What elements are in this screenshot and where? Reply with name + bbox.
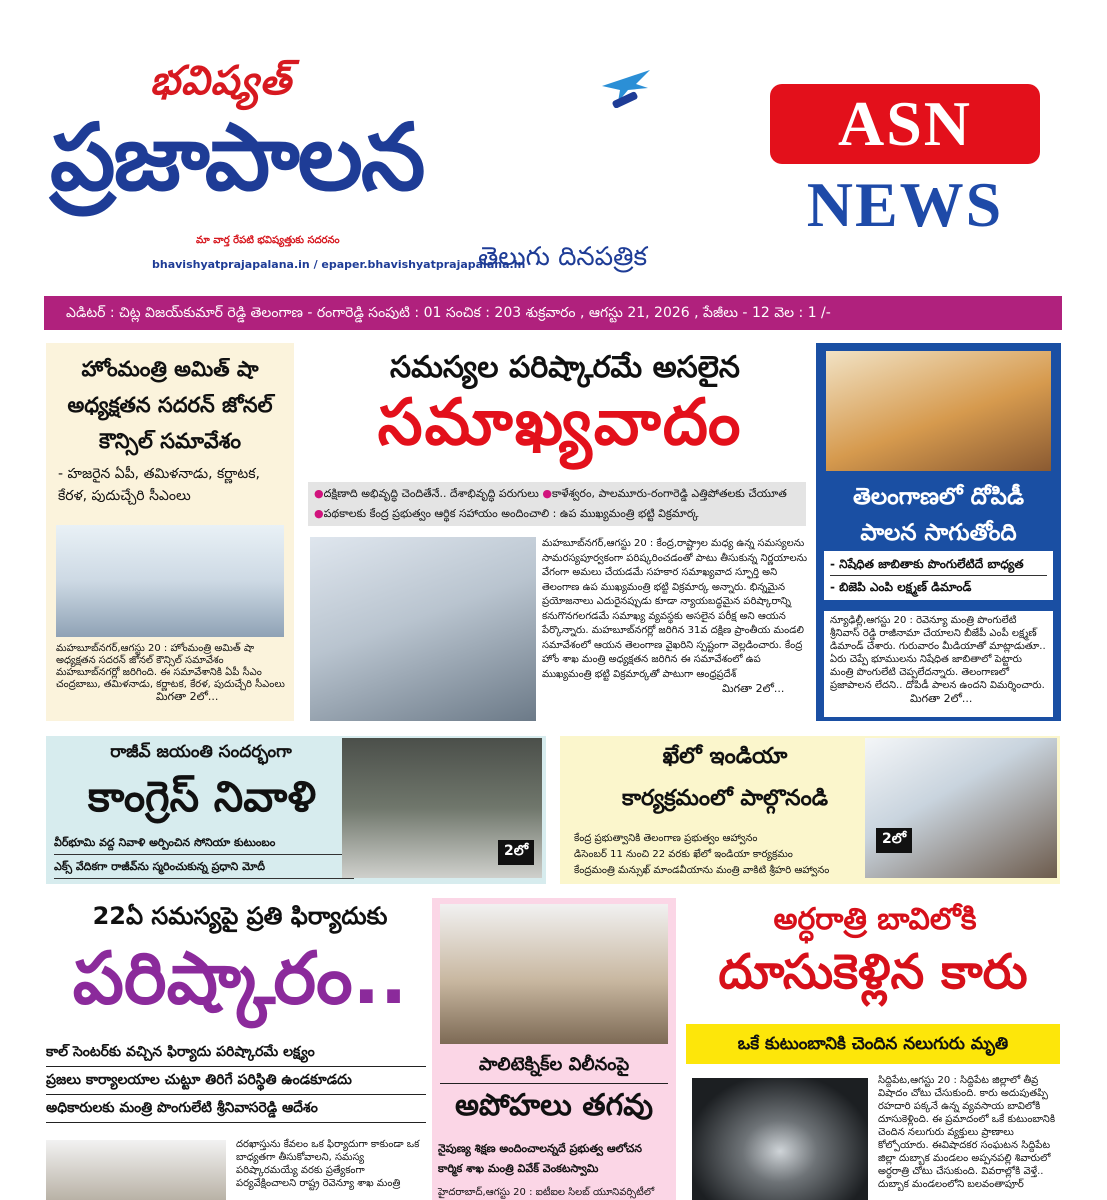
point-item: - నిషేధిత జాబితాకు పొంగులేటిదే బాధ్యత bbox=[830, 553, 1047, 576]
continued-link[interactable]: మిగతా 2లో... bbox=[722, 682, 785, 695]
lead-headline: సమాఖ్యవాదం bbox=[377, 386, 743, 460]
bullet-item: పథకాలకు కేంద్ర ప్రభుత్వం ఆర్థిక సహాయం అందించాలి : ఉప ముఖ్యమంత్రి భట్టి విక్రమార్క bbox=[323, 507, 699, 520]
car-in-well-photo bbox=[692, 1078, 868, 1200]
page-ref-badge[interactable]: 2లో bbox=[498, 840, 534, 865]
solution-line: అధికారులకు మంత్రి పొంగులేటి శ్రీనివాసరెడ్డి ఆదేశం bbox=[46, 1100, 426, 1123]
story-line: కేంద్రమంత్రి మన్సుఖ్ మాండవీయాను మంత్రి వాకిటి శ్రీహరి ఆహ్వానం bbox=[574, 865, 830, 876]
bird-logo-icon bbox=[598, 68, 654, 108]
masthead-daily-label: తెలుగు దినపత్రిక bbox=[478, 242, 648, 272]
story-kicker: రాజీవ్ జయంతి సందర్భంగా bbox=[110, 742, 292, 762]
minister-ponguleti-photo bbox=[46, 1140, 226, 1200]
story-line: ఎక్స్ వేదికగా రాజీవ్‌ను స్మరించుకున్న ప్రధాని మోదీ bbox=[54, 860, 354, 879]
solution-line: ప్రజలు కార్యాలయాల చుట్టూ తిరిగే పరిస్థితి ఉండకూడదు bbox=[46, 1072, 426, 1095]
story-headline: హోంమంత్రి అమిత్ షా అధ్యక్షతన సదరన్ జోనల్ కౌన్సిల్ సమావేశం bbox=[67, 357, 273, 453]
story-kicker: ఖేలో ఇండియా bbox=[662, 744, 788, 769]
asn-logo: ASN bbox=[770, 84, 1040, 164]
story-headline: కార్యక్రమంలో పాల్గొనండి bbox=[621, 786, 829, 811]
minister-vivek-photo bbox=[440, 904, 668, 1044]
bullet-item: కాళేశ్వరం, పాలమూరు-రంగారెడ్డి ఎత్తిపోతలకు చేయూత bbox=[551, 487, 787, 500]
masthead-tagline: మా వార్త రేపటి భవిష్యత్తుకు సదరనం bbox=[196, 235, 340, 246]
minister-srihari-photo bbox=[865, 738, 1057, 878]
masthead-top-word: భవిష్యత్ bbox=[150, 58, 292, 104]
story-home-minister[interactable] bbox=[46, 343, 294, 721]
car-headline: దూసుకెళ్లిన కారు bbox=[718, 944, 1028, 1000]
lead-body: మహబూబ్‌నగర్,ఆగస్టు 20 : కేంద్ర,రాష్ట్రాల మధ్య ఉన్న సమస్యలను సామరస్యపూర్వకంగా పరిష్కరించడంతో పాటు తీసుకున్న నిర్ణయాలను వేగంగా అమలు చేయడమే సహకార సమాఖ్యవాద స్ఫూర్తి అని తెలంగాణ ఉప ముఖ్యమంత్రి భట్టి విక్రమార్క అన్నారు. భిన్నమైన ప్రయోజనాలు ఎదురైనప్పుడు కూడా న్యాయబద్ధమైన పరిష్కారాన్ని కనుగొనగలగడమే సమాఖ్య వ్యవస్థకు అసలైన పరీక్ష అని ఆయన పేర్కొన్నారు. మహబూబ్‌నగర్లో జరిగిన 31వ దక్షిణ ప్రాంతీయ మండలి సమావేశంలో ఆయన తెలంగాణ వైఖరిని స్పష్టంగా వెల్లడించారు. కేంద్ర హోం శాఖ మంత్రి అధ్యక్షతన జరిగిన ఈ సమావేశంలో ఉప ముఖ్యమంత్రి భట్టి విక్రమార్కతో పాటుగా ఆంధ్రప్రదేశ్ మిగతా 2లో... bbox=[542, 538, 808, 695]
edition-info-bar: ఎడిటర్ : చిట్ల విజయ్‌కుమార్ రెడ్డి తెలంగాణ - రంగారెడ్డి సంపుటి : 01 సంచిక : 203 శుక్రవారం , ఆగస్టు 21, 2026 , పేజీలు - 12 వెల : 1 /- bbox=[44, 296, 1062, 330]
solution-body: దరఖాస్తును కేవలం ఒక ఫిర్యాదుగా కాకుండా ఒక బాధ్యతగా తీసుకోవాలని, సమస్య పరిష్కారమయ్యే వరకు ప్రత్యేకంగా పర్యవేక్షించాలని రాష్ట్ర రెవెన్యూ శాఖ మంత్రి bbox=[236, 1139, 420, 1189]
lead-kicker: సమస్యల పరిష్కారమే అసలైన bbox=[390, 350, 740, 385]
page-ref-badge[interactable]: 2లో bbox=[876, 828, 912, 853]
solution-headline: పరిష్కారం.. bbox=[72, 936, 408, 1020]
story-body: న్యూఢిల్లీ,ఆగస్టు 20 : రెవెన్యూ మంత్రి పొంగులేటి శ్రీనివాస్ రెడ్డి రాజీనామా చేయాలని బీజేపీ ఎంపీ లక్ష్మణ్ డిమాండ్ చేశారు. గురువారం మీడియాతో మాట్లాడుతూ.. ఏరు చెప్పే భూములను నిషేధిత జాబితాలో పెట్టారు మంత్రి పొంగులేటి చెప్పలేదన్నారు. తెలంగాణలో ప్రజాపాలన లేదని.. దోపిడీ పాలన ఉందని విమర్శించారు. మిగతా 2లో... bbox=[824, 611, 1053, 717]
car-highlight-band: ఒకే కుటుంబానికి చెందిన నలుగురు మృతి bbox=[686, 1024, 1060, 1064]
story-line: డిసెంబర్ 11 నుంచి 22 వరకు ఖేలో ఇండియా కార్యక్రమం bbox=[574, 849, 793, 860]
car-kicker: అర్ధరాత్రి బావిలోకి bbox=[773, 902, 977, 937]
news-logo: NEWS bbox=[806, 169, 1004, 240]
solution-kicker: 22ఏ సమస్యపై ప్రతి ఫిర్యాదుకు bbox=[92, 902, 388, 930]
story-line: కేంద్ర ప్రభుత్వానికి తెలంగాణ ప్రభుత్వం ఆహ్వానం bbox=[574, 833, 758, 844]
story-line: నైపుణ్య శిక్షణ అందించాలన్నదే ప్రభుత్వ ఆలోచన bbox=[438, 1142, 642, 1155]
story-line: వీర్‌భూమి వద్ద నివాళి అర్పించిన సోనియా కుటుంబం bbox=[54, 836, 354, 855]
story-headline: కాంగ్రెస్ నివాళి bbox=[87, 772, 317, 821]
story-points bbox=[824, 551, 1053, 600]
mp-laxman-photo bbox=[826, 351, 1051, 471]
story-subheadline: - హజరైన ఏపీ, తమిళనాడు, కర్ణాటక, కేరళ, పుదుచ్చేరి సీఎంలు bbox=[58, 466, 260, 504]
story-line: హైదరాబాద్,ఆగస్టు 20 : ఐటీఐల సిలబ్ యూనివర్సిటీలో bbox=[438, 1187, 655, 1198]
story-body: మహబూబ్‌నగర్,ఆగస్టు 20 : హోంమంత్రి అమిత్ షా అధ్యక్షతన సదరన్ జోనల్ కౌన్సిల్ సమావేశం మహబూబ్‌నగర్లో జరిగింది. ఈ సమావేశానికి ఏపీ సీఎం చంద్రబాబు, తమిళనాడు, కర్ణాటక, కేరళ, పుదుచ్చేరి సీఎంలు మిగతా 2లో... bbox=[56, 643, 285, 703]
continued-link[interactable]: మిగతా 2లో... bbox=[156, 690, 219, 703]
story-khelo-india[interactable] bbox=[560, 736, 1060, 884]
story-headline: అపోహలు తగవు bbox=[454, 1088, 654, 1123]
continued-link[interactable]: మిగతా 2లో... bbox=[910, 692, 973, 705]
lead-bullets: ●దక్షిణాది అభివృద్ధి చెందితేనే.. దేశాభివృద్ధి పరుగులు ●కాళేశ్వరం, పాలమూరు-రంగారెడ్డి ఎత్తిపోతలకు చేయూత ●పథకాలకు కేంద్ర ప్రభుత్వం ఆర్థిక సహాయం అందించాలి : ఉప ముఖ్యమంత్రి భట్టి విక్రమార్క bbox=[308, 482, 806, 526]
story-telangana-loot[interactable] bbox=[816, 343, 1061, 721]
deputy-cm-photo bbox=[310, 537, 536, 721]
story-congress-tribute[interactable] bbox=[46, 736, 546, 884]
story-line: కార్మిక శాఖ మంత్రి వివేక్ వెంకటస్వామి bbox=[438, 1162, 599, 1175]
masthead-title: ప్రజాపాలన bbox=[50, 104, 424, 211]
story-kicker: పాలిటెక్నిక్‌ల విలీనంపై bbox=[440, 1054, 668, 1084]
point-item: - బిజెపి ఎంపి లక్ష్మణ్ డిమాండ్ bbox=[830, 580, 972, 594]
solution-line: కాల్ సెంటర్‌కు వచ్చిన ఫిర్యాదు పరిష్కారమే లక్ష్యం bbox=[46, 1044, 426, 1067]
council-meeting-photo bbox=[56, 525, 284, 637]
story-polytechnic[interactable] bbox=[432, 898, 676, 1200]
car-body: సిద్దిపేట,ఆగస్టు 20 : సిద్దిపేట జిల్లాలో తీవ్ర విషాదం చోటు చేసుకుంది. కారు అదుపుతప్పి రహదారి పక్కనే ఉన్న వ్యవసాయ బావిలోకి దూసుకెళ్లింది. ఈ ప్రమాదంలో ఒకే కుటుంబానికి చెందిన నలుగురు వ్యక్తులు ప్రాణాలు కోల్పోయారు. ఈవిషాదకర సంఘటన సిద్దిపేట జిల్లా దుబ్బాక మండలం అప్పనపల్లి శివారులో అర్ధరాత్రి చోటు చేసుకుంది. వివరాల్లోకి వెళ్తే.. దుబ్బాక మండలంలోని బలవంతాపూర్ bbox=[878, 1075, 1056, 1190]
bullet-item: దక్షిణాది అభివృద్ధి చెందితేనే.. దేశాభివృద్ధి పరుగులు bbox=[323, 487, 539, 500]
story-headline: తెలంగాణలో దోపిడీ పాలన సాగుతోంది bbox=[852, 484, 1025, 546]
masthead-urls[interactable]: bhavishyatprajapalana.in / epaper.bhavishyatprajapalana.in bbox=[152, 258, 526, 271]
